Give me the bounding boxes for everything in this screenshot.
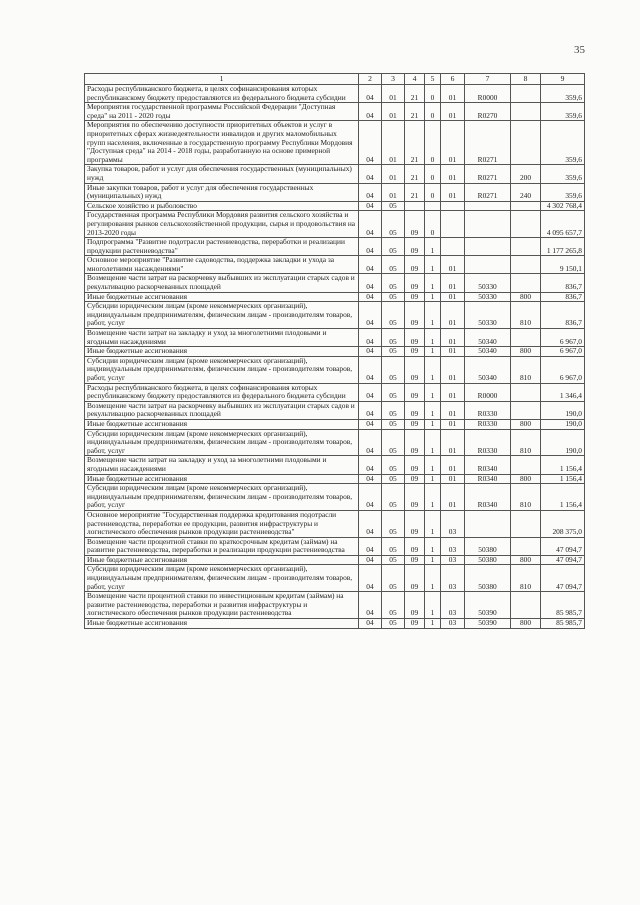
code-cell: 05 [382, 256, 405, 274]
amount-cell: 359,6 [541, 121, 585, 165]
code-cell: 01 [441, 456, 465, 474]
table-row [85, 347, 585, 357]
code-cell: 1 [425, 238, 441, 256]
code-cell: 1 [425, 456, 441, 474]
column-header: 1 [85, 74, 359, 85]
code-cell [511, 401, 541, 419]
amount-cell: 190,0 [541, 419, 585, 429]
code-cell: 04 [359, 201, 382, 211]
code-cell: 21 [405, 121, 425, 165]
code-cell [511, 103, 541, 121]
code-cell [511, 456, 541, 474]
amount-cell: 6 967,0 [541, 347, 585, 357]
code-cell: 04 [359, 383, 382, 401]
row-description: Сельское хозяйство и рыболовство [85, 201, 359, 211]
code-cell: 04 [359, 484, 382, 511]
code-cell: R0000 [465, 383, 511, 401]
row-description: Основное мероприятие "Развитие садоводства, поддержка закладки и ухода за многолетними насаждениями" [85, 256, 359, 274]
code-cell: 04 [359, 401, 382, 419]
column-header: 9 [541, 74, 585, 85]
code-cell: 800 [511, 474, 541, 484]
code-cell: 1 [425, 484, 441, 511]
row-description: Возмещение части процентной ставки по краткосрочным кредитам (займам) на развитие растениеводства, переработки и реализации продукции растениеводства [85, 537, 359, 555]
code-cell [511, 211, 541, 238]
row-description: Субсидии юридическим лицам (кроме некоммерческих организаций), индивидуальным предпринимателям, физическим лицам - производителям товаров, работ, услуг [85, 302, 359, 329]
table-row [85, 383, 585, 401]
code-cell: 05 [382, 329, 405, 347]
code-cell: 05 [382, 274, 405, 292]
code-cell: 09 [405, 419, 425, 429]
code-cell: 810 [511, 565, 541, 592]
code-cell: 05 [382, 510, 405, 537]
code-cell: 03 [441, 537, 465, 555]
code-cell: 09 [405, 474, 425, 484]
amount-cell: 836,7 [541, 292, 585, 302]
amount-cell: 6 967,0 [541, 329, 585, 347]
amount-cell: 359,6 [541, 165, 585, 183]
code-cell: 1 [425, 555, 441, 565]
code-cell: 05 [382, 619, 405, 629]
code-cell: 1 [425, 474, 441, 484]
row-description: Возмещение части процентной ставки по инвестиционным кредитам (займам) на развитие растениеводства, переработки и развития инфраструктуры и логистического обеспечения рынков продукции растениеводства [85, 592, 359, 619]
row-description: Субсидии юридическим лицам (кроме некоммерческих организаций), индивидуальным предпринимателям, физическим лицам - производителям товаров, работ, услуг [85, 356, 359, 383]
row-description: Субсидии юридическим лицам (кроме некоммерческих организаций), индивидуальным предпринимателям, физическим лицам - производителям товаров, работ, услуг [85, 429, 359, 456]
column-header: 3 [382, 74, 405, 85]
code-cell: 01 [441, 484, 465, 511]
code-cell: 04 [359, 429, 382, 456]
code-cell: 05 [382, 484, 405, 511]
amount-cell: 1 346,4 [541, 383, 585, 401]
code-cell: 0 [425, 121, 441, 165]
code-cell: R0000 [465, 85, 511, 103]
code-cell: 50330 [465, 274, 511, 292]
table-row [85, 429, 585, 456]
code-cell [511, 85, 541, 103]
code-cell: 50380 [465, 537, 511, 555]
code-cell: 03 [441, 555, 465, 565]
code-cell: 05 [382, 356, 405, 383]
code-cell: 240 [511, 183, 541, 201]
code-cell: 01 [441, 183, 465, 201]
code-cell [465, 211, 511, 238]
code-cell [511, 256, 541, 274]
code-cell: 1 [425, 510, 441, 537]
code-cell: 04 [359, 183, 382, 201]
table-row [85, 103, 585, 121]
amount-cell: 47 094,7 [541, 537, 585, 555]
row-description: Мероприятия государственной программы Российской Федерации "Доступная среда" на 2011 - 2020 годы [85, 103, 359, 121]
code-cell: 05 [382, 429, 405, 456]
row-description: Расходы республиканского бюджета, в целях софинансирования которых республиканскому бюджету предоставляются из федерального бюджета субсидии [85, 383, 359, 401]
code-cell [441, 238, 465, 256]
code-cell: 05 [382, 592, 405, 619]
amount-cell: 9 150,1 [541, 256, 585, 274]
code-cell: 09 [405, 292, 425, 302]
code-cell: 01 [441, 302, 465, 329]
code-cell: 05 [382, 292, 405, 302]
table-row [85, 292, 585, 302]
row-description: Мероприятия по обеспечению доступности приоритетных объектов и услуг в приоритетных сферах жизнедеятельности инвалидов и других маломобильных групп населения, включенные в государственную программу Республики Мордовия "Доступная среда" на 2014 - 2018 годы, разработанную на основе примерной программы [85, 121, 359, 165]
table-row [85, 474, 585, 484]
row-description: Субсидии юридическим лицам (кроме некоммерческих организаций), индивидуальным предпринимателям, физическим лицам - производителям товаров, работ, услуг [85, 484, 359, 511]
code-cell: R0271 [465, 165, 511, 183]
code-cell: 09 [405, 274, 425, 292]
code-cell: 800 [511, 347, 541, 357]
column-header: 8 [511, 74, 541, 85]
table-row [85, 456, 585, 474]
code-cell: 09 [405, 429, 425, 456]
table-row [85, 211, 585, 238]
code-cell: 01 [441, 292, 465, 302]
code-cell: 05 [382, 537, 405, 555]
code-cell: R0330 [465, 419, 511, 429]
code-cell: 04 [359, 347, 382, 357]
table-row [85, 201, 585, 211]
code-cell [511, 383, 541, 401]
code-cell: 04 [359, 302, 382, 329]
code-cell: 09 [405, 537, 425, 555]
code-cell: 09 [405, 329, 425, 347]
code-cell: 01 [441, 329, 465, 347]
amount-cell: 4 302 768,4 [541, 201, 585, 211]
code-cell: 04 [359, 292, 382, 302]
code-cell [511, 121, 541, 165]
code-cell: 21 [405, 183, 425, 201]
code-cell: 05 [382, 565, 405, 592]
code-cell [511, 510, 541, 537]
code-cell: R0271 [465, 183, 511, 201]
code-cell: 800 [511, 292, 541, 302]
code-cell: 1 [425, 565, 441, 592]
code-cell: 09 [405, 484, 425, 511]
code-cell: 01 [441, 103, 465, 121]
code-cell: 03 [441, 510, 465, 537]
code-cell: 01 [441, 474, 465, 484]
row-description: Возмещение части затрат на раскорчевку выбывших из эксплуатации старых садов и рекультивацию раскорчеванных площадей [85, 401, 359, 419]
table-header-row [85, 74, 585, 85]
amount-cell: 359,6 [541, 103, 585, 121]
code-cell [405, 201, 425, 211]
table-row [85, 592, 585, 619]
code-cell: 800 [511, 619, 541, 629]
page-number: 35 [574, 44, 585, 56]
code-cell: 50380 [465, 565, 511, 592]
code-cell: 09 [405, 510, 425, 537]
code-cell: 01 [441, 121, 465, 165]
code-cell: 01 [382, 103, 405, 121]
code-cell: 800 [511, 555, 541, 565]
code-cell: 05 [382, 383, 405, 401]
code-cell: 04 [359, 537, 382, 555]
column-header: 5 [425, 74, 441, 85]
code-cell: 200 [511, 165, 541, 183]
table-row [85, 165, 585, 183]
row-description: Государственная программа Республики Мордовия развития сельского хозяйства и регулирования рынков сельскохозяйственной продукции, сырья и продовольствия на 2013-2020 годы [85, 211, 359, 238]
row-description: Иные бюджетные ассигнования [85, 347, 359, 357]
table-row [85, 85, 585, 103]
code-cell: 09 [405, 347, 425, 357]
code-cell: 09 [405, 456, 425, 474]
amount-cell: 190,0 [541, 401, 585, 419]
code-cell: 04 [359, 619, 382, 629]
code-cell: 04 [359, 238, 382, 256]
code-cell: 1 [425, 347, 441, 357]
amount-cell: 4 095 657,7 [541, 211, 585, 238]
code-cell: 04 [359, 592, 382, 619]
code-cell: 04 [359, 85, 382, 103]
code-cell: 1 [425, 383, 441, 401]
code-cell: 05 [382, 419, 405, 429]
amount-cell: 190,0 [541, 429, 585, 456]
code-cell: 05 [382, 302, 405, 329]
code-cell [465, 201, 511, 211]
table-row [85, 356, 585, 383]
code-cell: 04 [359, 121, 382, 165]
code-cell: 1 [425, 401, 441, 419]
code-cell: 04 [359, 274, 382, 292]
code-cell: 0 [425, 85, 441, 103]
code-cell: 1 [425, 256, 441, 274]
code-cell: 1 [425, 356, 441, 383]
table-row [85, 121, 585, 165]
amount-cell: 85 985,7 [541, 592, 585, 619]
code-cell: R0340 [465, 456, 511, 474]
code-cell: 01 [441, 274, 465, 292]
amount-cell: 1 156,4 [541, 484, 585, 511]
code-cell: 01 [441, 429, 465, 456]
code-cell: 01 [441, 401, 465, 419]
table-row [85, 274, 585, 292]
code-cell: R0330 [465, 429, 511, 456]
code-cell: 1 [425, 329, 441, 347]
row-description: Иные бюджетные ассигнования [85, 619, 359, 629]
code-cell [441, 201, 465, 211]
code-cell: 0 [425, 103, 441, 121]
code-cell: 05 [382, 347, 405, 357]
row-description: Иные бюджетные ассигнования [85, 419, 359, 429]
table-row [85, 419, 585, 429]
code-cell: R0340 [465, 474, 511, 484]
column-header: 4 [405, 74, 425, 85]
column-header: 2 [359, 74, 382, 85]
code-cell: 50390 [465, 592, 511, 619]
code-cell: 1 [425, 592, 441, 619]
code-cell: 03 [441, 619, 465, 629]
table-row [85, 401, 585, 419]
code-cell: 09 [405, 256, 425, 274]
code-cell: 09 [405, 592, 425, 619]
code-cell: 1 [425, 429, 441, 456]
code-cell: 03 [441, 565, 465, 592]
code-cell: R0330 [465, 401, 511, 419]
code-cell: 21 [405, 103, 425, 121]
code-cell: 05 [382, 201, 405, 211]
code-cell: 09 [405, 211, 425, 238]
code-cell: 50380 [465, 555, 511, 565]
code-cell: 03 [441, 592, 465, 619]
code-cell: 09 [405, 565, 425, 592]
code-cell: 04 [359, 456, 382, 474]
code-cell [425, 201, 441, 211]
code-cell: 04 [359, 211, 382, 238]
code-cell: 09 [405, 619, 425, 629]
amount-cell: 208 375,0 [541, 510, 585, 537]
code-cell: R0270 [465, 103, 511, 121]
code-cell: 1 [425, 619, 441, 629]
code-cell: 04 [359, 356, 382, 383]
table-row [85, 256, 585, 274]
code-cell [511, 201, 541, 211]
code-cell: 50340 [465, 329, 511, 347]
amount-cell: 85 985,7 [541, 619, 585, 629]
row-description: Подпрограмма "Развитие подотрасли растениеводства, переработки и реализации продукции растениеводства" [85, 238, 359, 256]
amount-cell: 47 094,7 [541, 555, 585, 565]
code-cell: 05 [382, 211, 405, 238]
row-description: Основное мероприятие "Государственная поддержка кредитования подотрасли растениеводства, переработки ее продукции, развития инфраструктуры и логистического обеспечения рынков продукции растениеводства" [85, 510, 359, 537]
row-description: Иные закупки товаров, работ и услуг для обеспечения государственных (муниципальных) нужд [85, 183, 359, 201]
code-cell: 05 [382, 401, 405, 419]
table-row [85, 619, 585, 629]
code-cell: 50340 [465, 356, 511, 383]
row-description: Возмещение части затрат на раскорчевку выбывших из эксплуатации старых садов и рекультивацию раскорчеванных площадей [85, 274, 359, 292]
code-cell: 21 [405, 165, 425, 183]
code-cell: 01 [382, 85, 405, 103]
table-row [85, 329, 585, 347]
code-cell [465, 238, 511, 256]
code-cell: 05 [382, 456, 405, 474]
code-cell: 810 [511, 484, 541, 511]
amount-cell: 1 156,4 [541, 474, 585, 484]
table-row [85, 484, 585, 511]
code-cell: 810 [511, 429, 541, 456]
code-cell: 01 [441, 419, 465, 429]
code-cell: 04 [359, 103, 382, 121]
code-cell: 09 [405, 356, 425, 383]
code-cell: 04 [359, 256, 382, 274]
code-cell: 0 [425, 165, 441, 183]
code-cell: 01 [441, 356, 465, 383]
table-row [85, 565, 585, 592]
code-cell: 05 [382, 238, 405, 256]
row-description: Расходы республиканского бюджета, в целях софинансирования которых республиканскому бюджету предоставляются из федерального бюджета субсидии [85, 85, 359, 103]
code-cell: 01 [441, 256, 465, 274]
amount-cell: 47 094,7 [541, 565, 585, 592]
code-cell: 04 [359, 555, 382, 565]
amount-cell: 6 967,0 [541, 356, 585, 383]
code-cell: 1 [425, 537, 441, 555]
code-cell: 05 [382, 474, 405, 484]
code-cell: 09 [405, 555, 425, 565]
code-cell: 1 [425, 292, 441, 302]
code-cell [465, 256, 511, 274]
amount-cell: 836,7 [541, 274, 585, 292]
code-cell: 1 [425, 302, 441, 329]
code-cell: 05 [382, 555, 405, 565]
table-row [85, 510, 585, 537]
row-description: Возмещение части затрат на закладку и уход за многолетними плодовыми и ягодными насаждениями [85, 329, 359, 347]
budget-table [84, 73, 585, 629]
code-cell: R0271 [465, 121, 511, 165]
amount-cell: 1 156,4 [541, 456, 585, 474]
code-cell: 810 [511, 302, 541, 329]
code-cell: 04 [359, 165, 382, 183]
table-row [85, 183, 585, 201]
table-row [85, 555, 585, 565]
amount-cell: 359,6 [541, 85, 585, 103]
code-cell: 04 [359, 419, 382, 429]
code-cell [511, 238, 541, 256]
code-cell: 50340 [465, 347, 511, 357]
code-cell: 09 [405, 401, 425, 419]
code-cell: 04 [359, 510, 382, 537]
amount-cell: 836,7 [541, 302, 585, 329]
row-description: Иные бюджетные ассигнования [85, 474, 359, 484]
code-cell [511, 274, 541, 292]
row-description: Иные бюджетные ассигнования [85, 555, 359, 565]
code-cell: 810 [511, 356, 541, 383]
code-cell: 09 [405, 302, 425, 329]
column-header: 6 [441, 74, 465, 85]
amount-cell: 1 177 265,8 [541, 238, 585, 256]
code-cell [511, 592, 541, 619]
table-row [85, 302, 585, 329]
code-cell: 01 [441, 85, 465, 103]
code-cell: 04 [359, 329, 382, 347]
code-cell [511, 537, 541, 555]
row-description: Субсидии юридическим лицам (кроме некоммерческих организаций), индивидуальным предпринимателям, физическим лицам - производителям товаров, работ, услуг [85, 565, 359, 592]
code-cell: 01 [382, 165, 405, 183]
code-cell: 01 [441, 347, 465, 357]
code-cell: 09 [405, 238, 425, 256]
code-cell: 09 [405, 383, 425, 401]
table-row [85, 537, 585, 555]
code-cell: 1 [425, 419, 441, 429]
code-cell: 01 [382, 121, 405, 165]
code-cell: 21 [405, 85, 425, 103]
code-cell: 0 [425, 211, 441, 238]
row-description: Иные бюджетные ассигнования [85, 292, 359, 302]
code-cell: 01 [441, 165, 465, 183]
row-description: Возмещение части затрат на закладку и уход за многолетними плодовыми и ягодными насаждениями [85, 456, 359, 474]
row-description: Закупка товаров, работ и услуг для обеспечения государственных (муниципальных) нужд [85, 165, 359, 183]
code-cell: 04 [359, 474, 382, 484]
code-cell [465, 510, 511, 537]
code-cell: 50330 [465, 302, 511, 329]
column-header: 7 [465, 74, 511, 85]
code-cell: 50330 [465, 292, 511, 302]
table-row [85, 238, 585, 256]
code-cell: 800 [511, 419, 541, 429]
code-cell [511, 329, 541, 347]
amount-cell: 359,6 [541, 183, 585, 201]
code-cell: 1 [425, 274, 441, 292]
code-cell: R0340 [465, 484, 511, 511]
code-cell [441, 211, 465, 238]
code-cell: 04 [359, 565, 382, 592]
code-cell: 50390 [465, 619, 511, 629]
code-cell: 01 [382, 183, 405, 201]
code-cell: 01 [441, 383, 465, 401]
code-cell: 0 [425, 183, 441, 201]
